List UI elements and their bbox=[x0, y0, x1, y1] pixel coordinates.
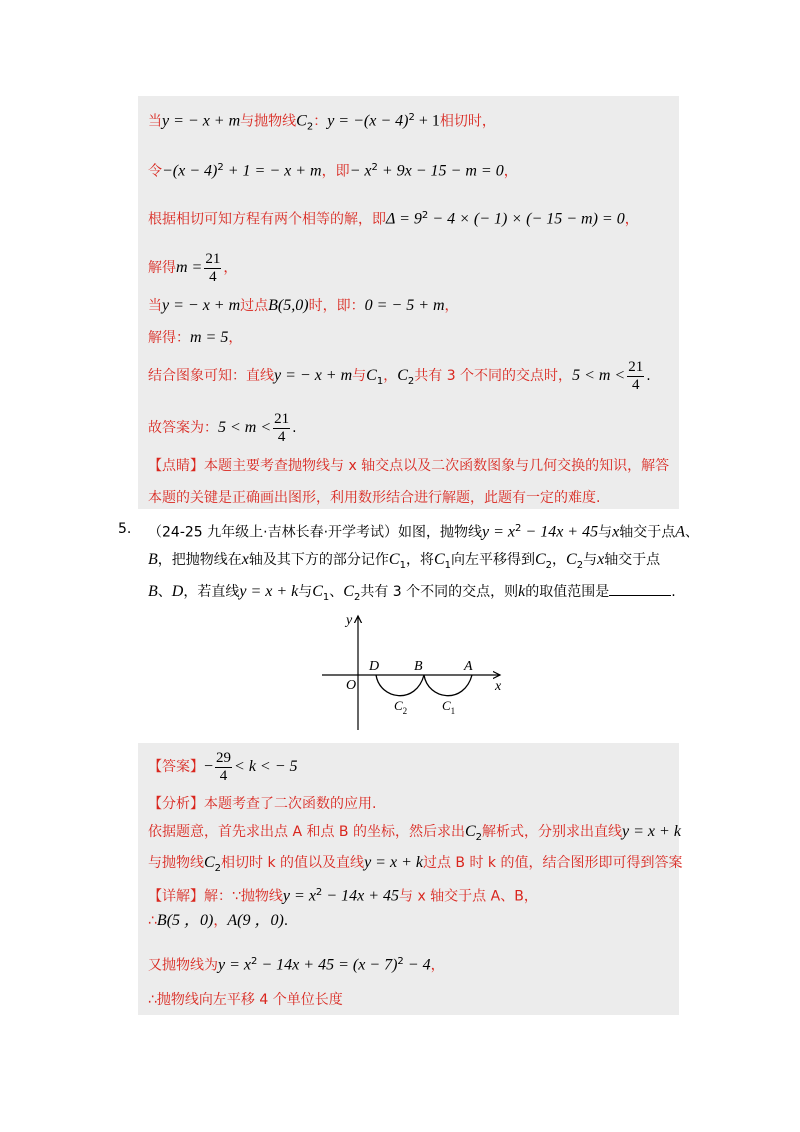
curve-c2-label: $C_2$ bbox=[394, 698, 408, 716]
solution-panel-top bbox=[138, 96, 679, 509]
curve-c1 bbox=[424, 675, 472, 696]
analysis-line-2: 依据题意，首先求出点 A 和点 B 的坐标，然后求出$C_2$解析式，分别求出直线y = x + k bbox=[148, 823, 681, 843]
detail-line-2: ∴B(5 ，0)，A(9 ，0). bbox=[148, 912, 289, 929]
fraction: $\frac{29}{4}$ bbox=[216, 749, 232, 784]
solution-line-4: 解得m = $\frac{21}{4}$ ， bbox=[148, 250, 238, 285]
solution-line-6: 解得：m = 5， bbox=[148, 329, 243, 346]
detail-line-1: 【详解】解：∵抛物线$y = x^2 - 14x + 45$与 x 轴交于点 A、B， bbox=[148, 887, 538, 905]
question-number: 5. bbox=[118, 521, 132, 537]
detail-line-4: ∴抛物线向左平移 4 个单位长度 bbox=[148, 992, 343, 1008]
answer-line: 【答案】− $\frac{29}{4}$ < k < − 5 bbox=[148, 749, 298, 784]
fraction: $\frac{21}{4}$ bbox=[274, 410, 290, 445]
point-b-label: B bbox=[414, 659, 423, 674]
point-a-label: A bbox=[464, 659, 473, 674]
question-line-3: B、D，若直线y = x + k与$C_1$、$C_2$共有 3 个不同的交点，则k的取值范围是 . bbox=[148, 583, 676, 603]
solution-line-5: 当y = − x + m过点B(5,0)时，即：0 = − 5 + m， bbox=[148, 297, 459, 314]
answer-blank bbox=[609, 581, 671, 596]
parabola-figure bbox=[318, 610, 508, 735]
comment-line-2: 本题的关键是正确画出图形，利用数形结合进行解题，此题有一定的难度. bbox=[148, 490, 601, 506]
solution-line-1: 当y = − x + m与抛物线$C_2$：$y = -(x - 4)^2 + 1$相切时， bbox=[148, 112, 496, 133]
origin-label: O bbox=[346, 678, 357, 693]
analysis-line-3: 与抛物线$C_2$相切时 k 的值以及直线y = x + k过点 B 时 k 的值，结合图形即可得到答案 bbox=[148, 854, 683, 874]
solution-line-2: 令$-(x - 4)^2 + 1$ = − x + m，即− $x^2 + 9x - 15 - m = 0$， bbox=[148, 162, 518, 180]
answer-panel bbox=[138, 743, 683, 1015]
analysis-line: 【分析】本题考查了二次函数的应用. bbox=[148, 796, 377, 812]
curve-c2 bbox=[376, 675, 424, 696]
solution-line-8: 故答案为：5 < m < $\frac{21}{4}$ . bbox=[148, 410, 297, 445]
point-d-label: D bbox=[369, 659, 380, 674]
question-line-1: （24-25 九年级上·吉林长春·开学考试）如图，抛物线$y = x^2 - 14x + 45$与x轴交于点A、 bbox=[148, 523, 699, 541]
x-axis-label: x bbox=[495, 679, 502, 694]
question-line-2: B，把抛物线在x轴及其下方的部分记作$C_1$，将$C_1$向左平移得到$C_2$，$C_2$与x轴交于点 bbox=[148, 551, 661, 571]
fraction: $\frac{21}{4}$ bbox=[628, 358, 644, 393]
comment-line-1: 【点睛】本题主要考查抛物线与 x 轴交点以及二次函数图象与几何交换的知识，解答 bbox=[148, 458, 670, 474]
detail-line-3: 又抛物线为$y = x^2 - 14x + 45 = (x - 7)^2 - 4$， bbox=[148, 956, 445, 974]
solution-line-7: 结合图象可知：直线y = − x + m与$C_1$，$C_2$共有 3 个不同的交点时，5 < m < $\frac{21}{4}$ . bbox=[148, 358, 651, 393]
fraction: $\frac{21}{4}$ bbox=[205, 250, 221, 285]
solution-line-3: 根据相切可知方程有两个相等的解，即$\Delta = 9^2 - 4$ × (− 1) × (− 15 − m) = 0， bbox=[148, 210, 639, 228]
curve-c1-label: $C_1$ bbox=[442, 698, 456, 716]
y-axis-label: y bbox=[346, 613, 353, 628]
